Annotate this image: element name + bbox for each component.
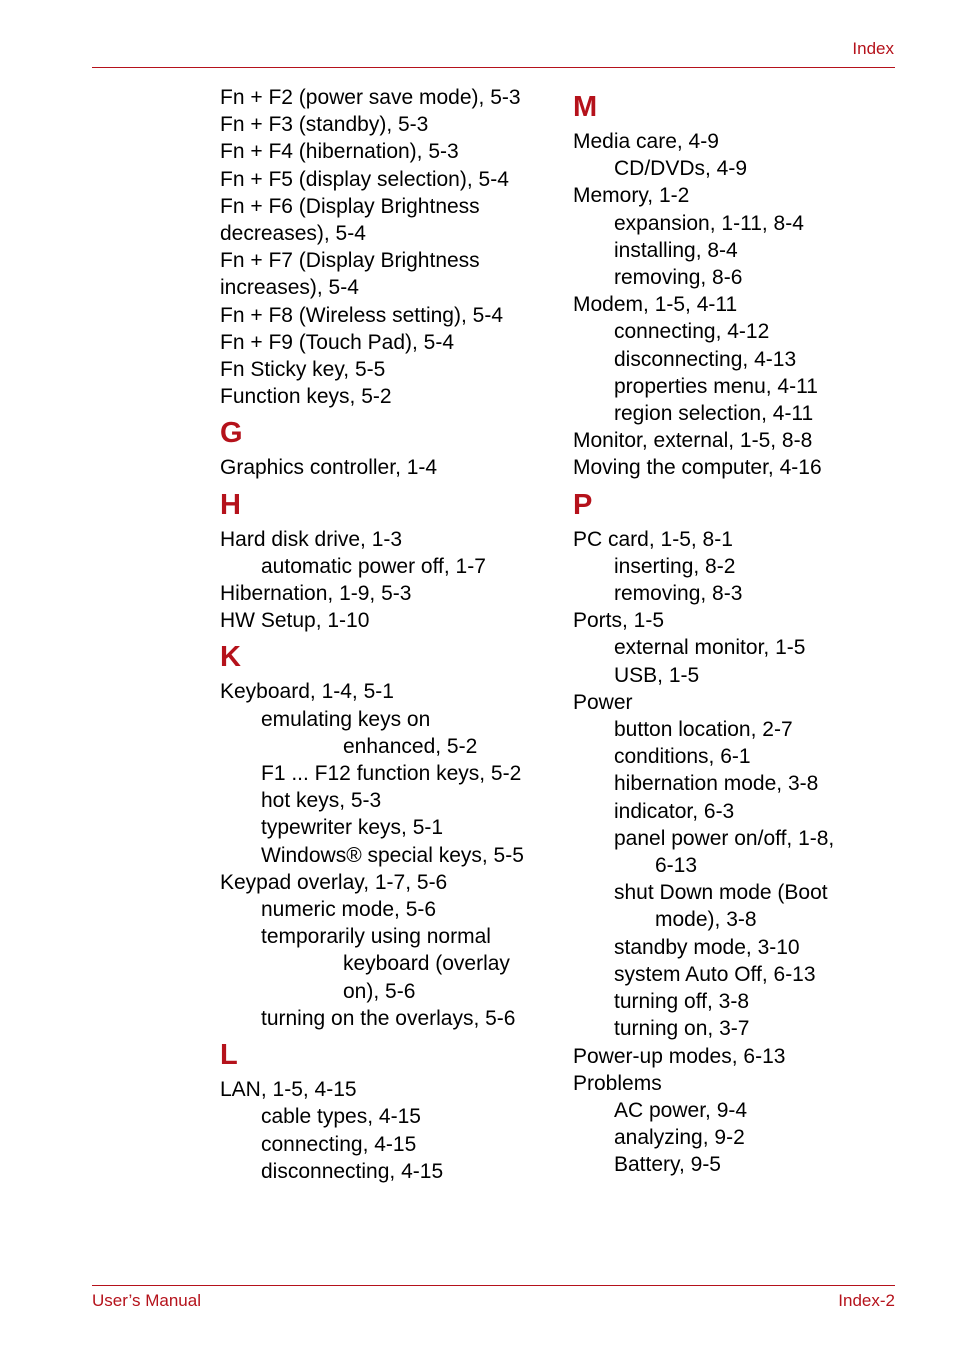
index-subentry: expansion, 1-11, 8-4 [614,211,804,235]
index-entry: LAN, 1-5, 4-15 [220,1078,357,1102]
index-subentry: 6-13 [655,854,698,878]
index-subentry: CD/DVDs, 4-9 [614,157,748,181]
index-entry: decreases), 5-4 [220,222,366,246]
index-entry: Fn + F2 (power save mode), 5-3 [220,86,521,109]
index-subentry: button location, 2-7 [614,718,793,742]
index-subentry: keyboard (overlay [343,952,510,976]
index-entry: Fn + F5 (display selection), 5-4 [220,167,509,191]
index-subentry: disconnecting, 4-13 [614,347,797,371]
index-entry: Fn + F6 (Display Brightness [220,194,480,218]
index-entry: Hard disk drive, 1-3 [220,527,403,551]
index-entry: Power [573,690,633,714]
index-entry: Media care, 4-9 [573,130,719,153]
index-subentry: analyzing, 9-2 [614,1126,745,1150]
index-subentry: hot keys, 5-3 [261,789,382,813]
index-entry: Monitor, external, 1-5, 8-8 [573,429,813,453]
index-entry: Problems [573,1071,662,1095]
index-subentry: enhanced, 5-2 [343,734,478,758]
index-section-letter: L [220,1039,238,1072]
index-subentry: mode), 3-8 [655,908,757,932]
index-entry: Ports, 1-5 [573,609,665,633]
index-section-letter: K [220,641,241,674]
index-subentry: panel power on/off, 1-8, [614,826,835,850]
index-column-right [573,84,873,1179]
index-section-letter: H [220,488,241,521]
index-subentry: standby mode, 3-10 [614,935,800,959]
index-subentry: disconnecting, 4-15 [261,1159,444,1183]
index-entry: Function keys, 5-2 [220,385,392,409]
index-subentry: Battery, 9-5 [614,1153,721,1177]
index-subentry: hibernation mode, 3-8 [614,772,819,796]
index-subentry: external monitor, 1-5 [614,636,806,660]
footer-manual-title: User’s Manual [92,1291,201,1310]
index-subentry: removing, 8-6 [614,266,743,290]
index-entry: HW Setup, 1-10 [220,609,370,633]
index-entry: Fn + F7 (Display Brightness [220,249,480,273]
index-subentry: turning on the overlays, 5-6 [261,1006,516,1030]
index-entry: Power-up modes, 6-13 [573,1044,786,1068]
index-entry: Keyboard, 1-4, 5-1 [220,680,394,704]
index-entry: Keypad overlay, 1-7, 5-6 [220,870,448,894]
index-subentry: inserting, 8-2 [614,554,736,578]
index-column-left [220,84,560,1185]
footer-rule [92,1285,895,1286]
index-subentry: AC power, 9-4 [614,1098,748,1122]
index-entry: Memory, 1-2 [573,184,690,208]
index-subentry: turning on, 3-7 [614,1017,750,1041]
index-subentry: region selection, 4-11 [614,402,814,426]
index-subentry: emulating keys on [261,707,431,731]
index-subentry: F1 ... F12 function keys, 5-2 [261,762,522,786]
index-subentry: connecting, 4-15 [261,1132,417,1156]
index-subentry: installing, 8-4 [614,238,738,262]
index-entry: Graphics controller, 1-4 [220,456,438,480]
index-entry: Fn + F9 (Touch Pad), 5-4 [220,330,455,354]
index-subentry: on), 5-6 [343,979,416,1003]
index-subentry: numeric mode, 5-6 [261,898,437,922]
index-entry: Fn Sticky key, 5-5 [220,358,386,382]
index-entry: Fn + F8 (Wireless setting), 5-4 [220,303,503,327]
index-subentry: automatic power off, 1-7 [261,554,486,578]
index-subentry: shut Down mode (Boot [614,881,828,905]
index-subentry: connecting, 4-12 [614,320,770,344]
index-entry: PC card, 1-5, 8-1 [573,527,733,551]
index-subentry: conditions, 6-1 [614,745,751,769]
index-subentry: USB, 1-5 [614,663,700,687]
index-entry: Hibernation, 1-9, 5-3 [220,582,412,606]
index-subentry: removing, 8-3 [614,582,743,606]
index-subentry: Windows® special keys, 5-5 [261,843,524,867]
index-subentry: temporarily using normal [261,925,491,949]
index-section-letter: M [573,91,598,123]
index-subentry: turning off, 3-8 [614,990,750,1014]
index-entry: Moving the computer, 4-16 [573,456,822,480]
index-section-letter: P [573,488,593,521]
index-subentry: typewriter keys, 5-1 [261,816,444,840]
index-subentry: cable types, 4-15 [261,1105,421,1129]
running-header-title: Index [852,39,894,58]
index-section-letter: G [220,417,243,450]
index-entry: Fn + F4 (hibernation), 5-3 [220,140,459,164]
index-subentry: properties menu, 4-11 [614,374,818,398]
header-rule [92,67,895,68]
index-subentry: indicator, 6-3 [614,799,735,823]
index-entry: Modem, 1-5, 4-11 [573,293,738,317]
index-subentry: system Auto Off, 6-13 [614,962,816,986]
footer-page-number: Index-2 [838,1291,895,1310]
index-entry: increases), 5-4 [220,276,359,300]
index-entry: Fn + F3 (standby), 5-3 [220,113,429,137]
